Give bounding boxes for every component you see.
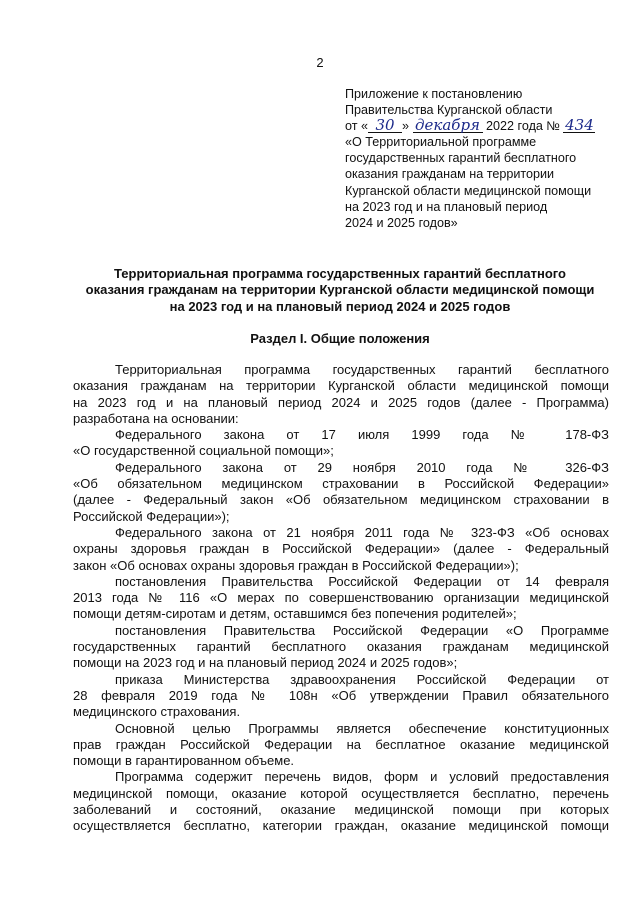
body-line: прав граждан Российской Федерации на бесплатное оказание медицинской <box>73 736 609 752</box>
body-line: помощи на 2023 год и на плановый период 2024 и 2025 годов»; <box>73 655 458 671</box>
body-line: (далее - Федеральный закон «Об обязательном медицинском страховании в <box>73 492 609 508</box>
appendix-line: 2024 и 2025 годов» <box>345 215 458 230</box>
body-line: приказа Министерства здравоохранения Российской Федерации от <box>115 671 609 687</box>
appendix-line: Курганской области медицинской помощи <box>345 183 592 198</box>
document-title <box>60 266 620 315</box>
handwritten-day: 30 <box>368 119 402 133</box>
body-line: охраны здоровья граждан в Российской Федерации» (далее - Федеральный <box>73 541 609 557</box>
appendix-line: «О Территориальной программе <box>345 135 537 150</box>
section-title: Раздел I. Общие положения <box>250 331 430 346</box>
date-separator: » <box>402 119 410 134</box>
body-line: Федерального закона от 21 ноября 2011 года № 323-ФЗ «Об основах <box>115 524 609 540</box>
body-line: медицинского страхования. <box>73 704 241 720</box>
appendix-line: на 2023 год и на плановый период <box>345 199 548 214</box>
title-line: на 2023 год и на плановый период 2024 и 2025 годов <box>169 298 511 314</box>
appendix-line: государственных гарантий бесплатного <box>345 151 577 166</box>
appendix-line: оказания гражданам на территории <box>345 167 555 182</box>
body-line: «Об обязательном медицинском страховании в Российской Федерации» <box>73 476 609 492</box>
date-prefix: от « <box>345 119 368 134</box>
handwritten-month: декабря <box>413 119 483 133</box>
date-year: 2022 года № <box>486 119 560 134</box>
body-line: Федерального закона от 29 ноября 2010 года № 326-ФЗ <box>115 459 609 475</box>
body-line: разработана на основании: <box>73 410 239 426</box>
title-line: оказания гражданам на территории Курганской области медицинской помощи <box>85 282 595 298</box>
body-line: оказания гражданам на территории Курганской области медицинской помощи <box>73 378 609 394</box>
body-text <box>73 362 609 835</box>
body-line: на 2023 год и на плановый период 2024 и 2025 годов (далее - Программа) <box>73 394 609 410</box>
appendix-line: Приложение к постановлению <box>345 87 523 101</box>
body-line: государственных гарантий бесплатного оказания гражданам медицинской <box>73 639 609 655</box>
body-line: 2013 года № 116 «О мерах по совершенствованию организации медицинской <box>73 590 609 606</box>
body-line: помощи в гарантированном объеме. <box>73 753 295 769</box>
body-line: «О государственной социальной помощи»; <box>73 443 334 459</box>
page-number: 2 <box>316 55 324 70</box>
body-line: Территориальная программа государственных гарантий бесплатного <box>115 362 609 377</box>
body-line: постановления Правительства Российской Федерации «О Программе <box>115 622 609 638</box>
appendix-date-line <box>345 118 630 134</box>
body-line: Федерального закона от 17 июля 1999 года № 178-ФЗ <box>115 427 609 443</box>
appendix-header <box>345 86 630 231</box>
body-line: медицинской помощи, оказание которой осуществляется бесплатно, перечень <box>73 785 609 801</box>
body-line: постановления Правительства Российской Федерации от 14 февраля <box>115 573 609 589</box>
body-line: Основной целью Программы является обеспечение конституционных <box>115 720 609 736</box>
body-line: заболеваний и состояний, оказание медицинской помощи при которых <box>73 802 609 818</box>
body-line: 28 февраля 2019 года № 108н «Об утверждении Правил обязательного <box>73 687 609 703</box>
body-line: закон «Об основах охраны здоровья граждан в Российской Федерации»); <box>73 557 519 573</box>
handwritten-doc-number: 434 <box>565 116 594 135</box>
appendix-line: Правительства Курганской области <box>345 103 553 118</box>
body-line: Программа содержит перечень видов, форм и условий предоставления <box>115 769 609 785</box>
body-line: помощи детям-сиротам и детям, оставшимся без попечения родителей»; <box>73 606 517 622</box>
body-line: Российской Федерации»); <box>73 508 230 524</box>
body-line: осуществляется бесплатно, категории граждан, оказание медицинской помощи <box>73 818 609 834</box>
title-line: Территориальная программа государственных гарантий бесплатного <box>114 266 566 281</box>
